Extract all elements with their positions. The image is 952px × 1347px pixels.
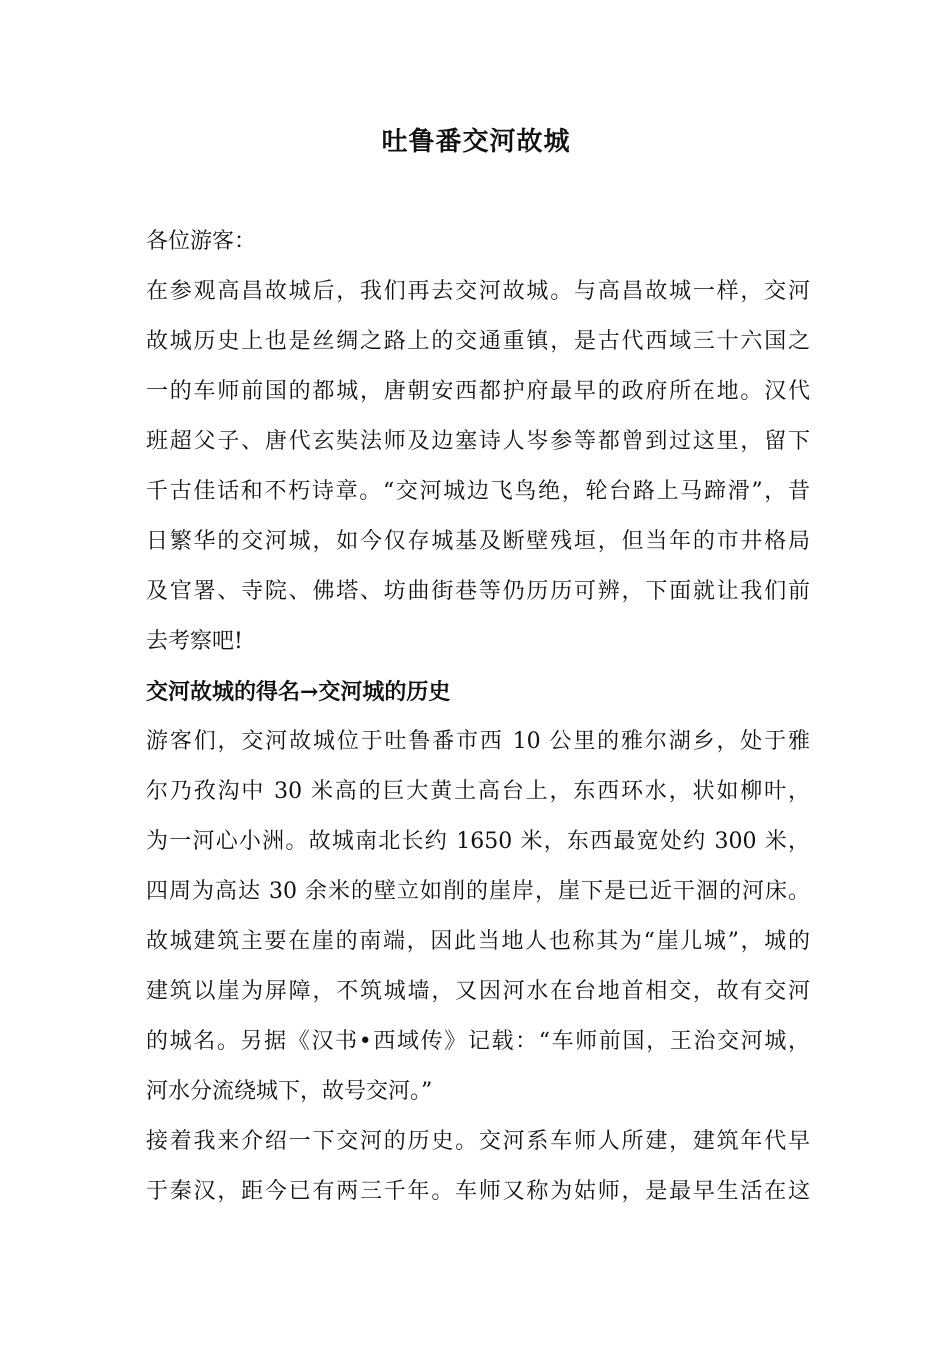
intro-line: 故城历史上也是丝绸之路上的交通重镇，是古代西域三十六国之 (146, 329, 810, 354)
name-origin-line: 故城建筑主要在崖的南端，因此当地人也称其为“崖儿城”，城的 (146, 929, 810, 954)
name-origin-line: 河水分流绕城下，故号交河。” (146, 1079, 433, 1104)
history-line: 于秦汉，距今已有两三千年。车师又称为姑师，是最早生活在这 (146, 1179, 810, 1204)
intro-line: 一的车师前国的都城，唐朝安西都护府最早的政府所在地。汉代 (146, 379, 810, 404)
name-origin-line: 四周为高达 30 余米的壁立如削的崖岸，崖下是已近干涸的河床。 (146, 879, 810, 904)
name-origin-line: 的城名。另据《汉书•西域传》记载：“车师前国，王治交河城， (146, 1029, 810, 1054)
intro-line: 班超父子、唐代玄奘法师及边塞诗人岑参等都曾到过这里，留下 (146, 429, 810, 454)
intro-line: 及官署、寺院、佛塔、坊曲街巷等仍历历可辨，下面就让我们前 (146, 579, 810, 604)
name-origin-line: 建筑以崖为屏障，不筑城墙，又因河水在台地首相交，故有交河 (146, 979, 810, 1004)
document-title: 吐鲁番交河故城 (381, 127, 571, 157)
greeting-line: 各位游客： (146, 229, 257, 254)
intro-line: 在参观高昌故城后，我们再去交河故城。与高昌故城一样，交河 (146, 279, 810, 304)
document-body (146, 222, 810, 1222)
name-origin-line: 游客们，交河故城位于吐鲁番市西 10 公里的雅尔湖乡，处于雅 (146, 729, 810, 754)
history-line: 接着我来介绍一下交河的历史。交河系车师人所建，建筑年代早 (146, 1129, 810, 1154)
intro-line: 千古佳话和不朽诗章。“交河城边飞鸟绝，轮台路上马蹄滑”，昔 (146, 479, 810, 504)
intro-line: 去考察吧! (146, 629, 243, 654)
name-origin-line: 尔乃孜沟中 30 米高的巨大黄土高台上，东西环水，状如柳叶， (146, 779, 810, 804)
section-heading: 交河故城的得名→交河城的历史 (146, 679, 451, 705)
intro-line: 日繁华的交河城，如今仅存城基及断壁残垣，但当年的市井格局 (146, 529, 810, 554)
name-origin-line: 为一河心小洲。故城南北长约 1650 米，东西最宽处约 300 米， (146, 829, 810, 854)
